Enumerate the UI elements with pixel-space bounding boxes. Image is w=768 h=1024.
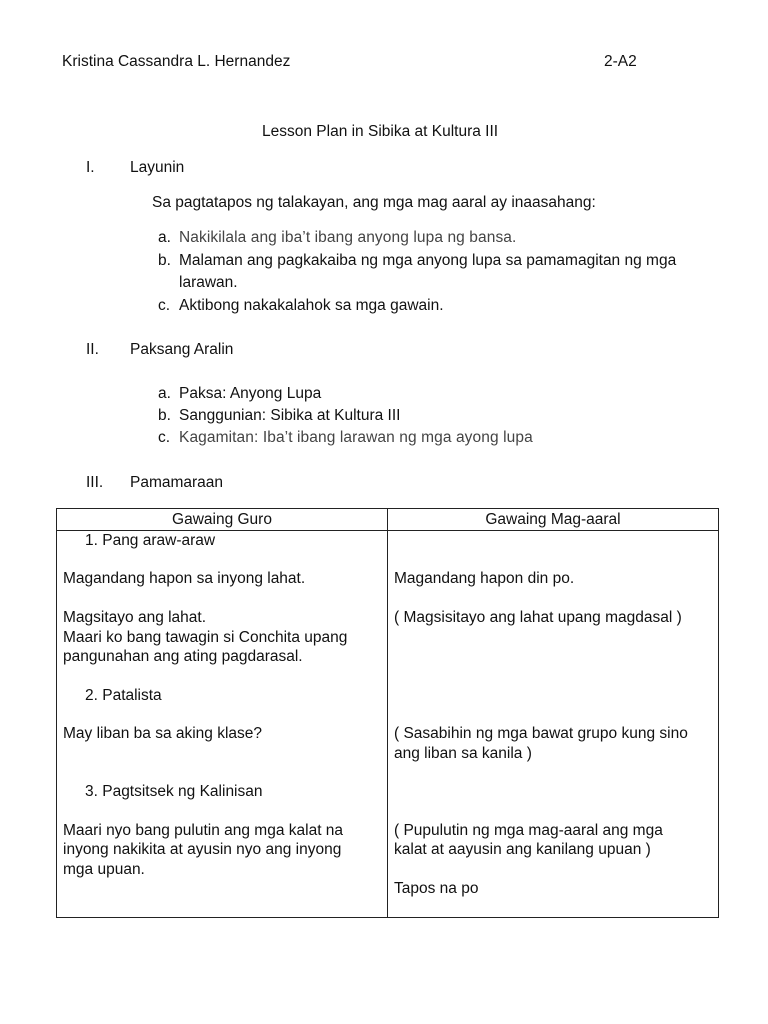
teacher-clean-line1: Maari nyo bang pulutin ang mga kalat na [63,822,344,839]
step-3-label: 3. Pagtsitsek ng Kalinisan [85,783,263,800]
student-clean-line2: kalat at aayusin ang kanilang upuan ) [394,841,651,858]
header-gawaing-guro: Gawaing Guro [57,509,388,531]
objective-a-marker: a. [158,229,171,246]
objective-b-marker: b. [158,252,171,269]
table-header-row [57,509,719,531]
student-stand: ( Magsisitayo ang lahat upang magdasal ) [394,609,682,626]
teacher-greeting: Magandang hapon sa inyong lahat. [63,570,306,587]
objectives-intro: Sa pagtatapos ng talakayan, ang mga mag aaral ay inaasahang: [152,194,596,211]
student-column [388,531,719,918]
section-label: 2-A2 [604,53,637,70]
student-clean-line1: ( Pupulutin ng mga mag-aaral ang mga [394,822,663,839]
topic-a-text: Paksa: Anyong Lupa [179,385,322,402]
student-absent-line1: ( Sasabihin ng mga bawat grupo kung sino [394,725,688,742]
topic-a-marker: a. [158,385,171,402]
topic-c-text: Kagamitan: Iba’t ibang larawan ng mga ayong lupa [179,429,533,446]
teacher-absent-question: May liban ba sa aking klase? [63,725,263,742]
student-greeting: Magandang hapon din po. [394,570,575,587]
step-2-label: 2. Patalista [85,687,162,704]
section-3-heading: Pamamaraan [130,474,224,491]
header-gawaing-magaaral: Gawaing Mag-aaral [388,509,719,531]
student-done: Tapos na po [394,880,479,897]
section-2-heading: Paksang Aralin [130,341,234,358]
objective-b-text: Malaman ang pagkakaiba ng mga anyong lupa sa pamamagitan ng mga [179,252,677,269]
teacher-stand: Magsitayo ang lahat. [63,609,207,626]
author-name: Kristina Cassandra L. Hernandez [62,53,291,70]
teacher-prayer-line2: pangunahan ang ating pagdarasal. [63,648,303,665]
objective-c-text: Aktibong nakakalahok sa mga gawain. [179,297,444,314]
section-1-numeral: I. [86,159,95,176]
objective-b-text-cont: larawan. [179,274,238,291]
table-row [57,531,719,918]
document-title: Lesson Plan in Sibika at Kultura III [262,123,499,140]
section-1-heading: Layunin [130,159,185,176]
procedure-table [56,508,719,918]
student-absent-line2: ang liban sa kanila ) [394,745,532,762]
teacher-column [57,531,388,918]
section-2-numeral: II. [86,341,99,358]
teacher-clean-line2: inyong nakikita at ayusin nyo ang inyong [63,841,342,858]
section-3-numeral: III. [86,474,104,491]
teacher-clean-line3: mga upuan. [63,861,145,878]
objective-a-text: Nakikilala ang iba’t ibang anyong lupa ng bansa. [179,229,517,246]
objective-c-marker: c. [158,297,171,314]
topic-b-marker: b. [158,407,171,424]
topic-c-marker: c. [158,429,171,446]
teacher-prayer-line1: Maari ko bang tawagin si Conchita upang [63,629,348,646]
step-1-label: 1. Pang araw-araw [85,532,216,549]
topic-b-text: Sanggunian: Sibika at Kultura III [179,407,401,424]
